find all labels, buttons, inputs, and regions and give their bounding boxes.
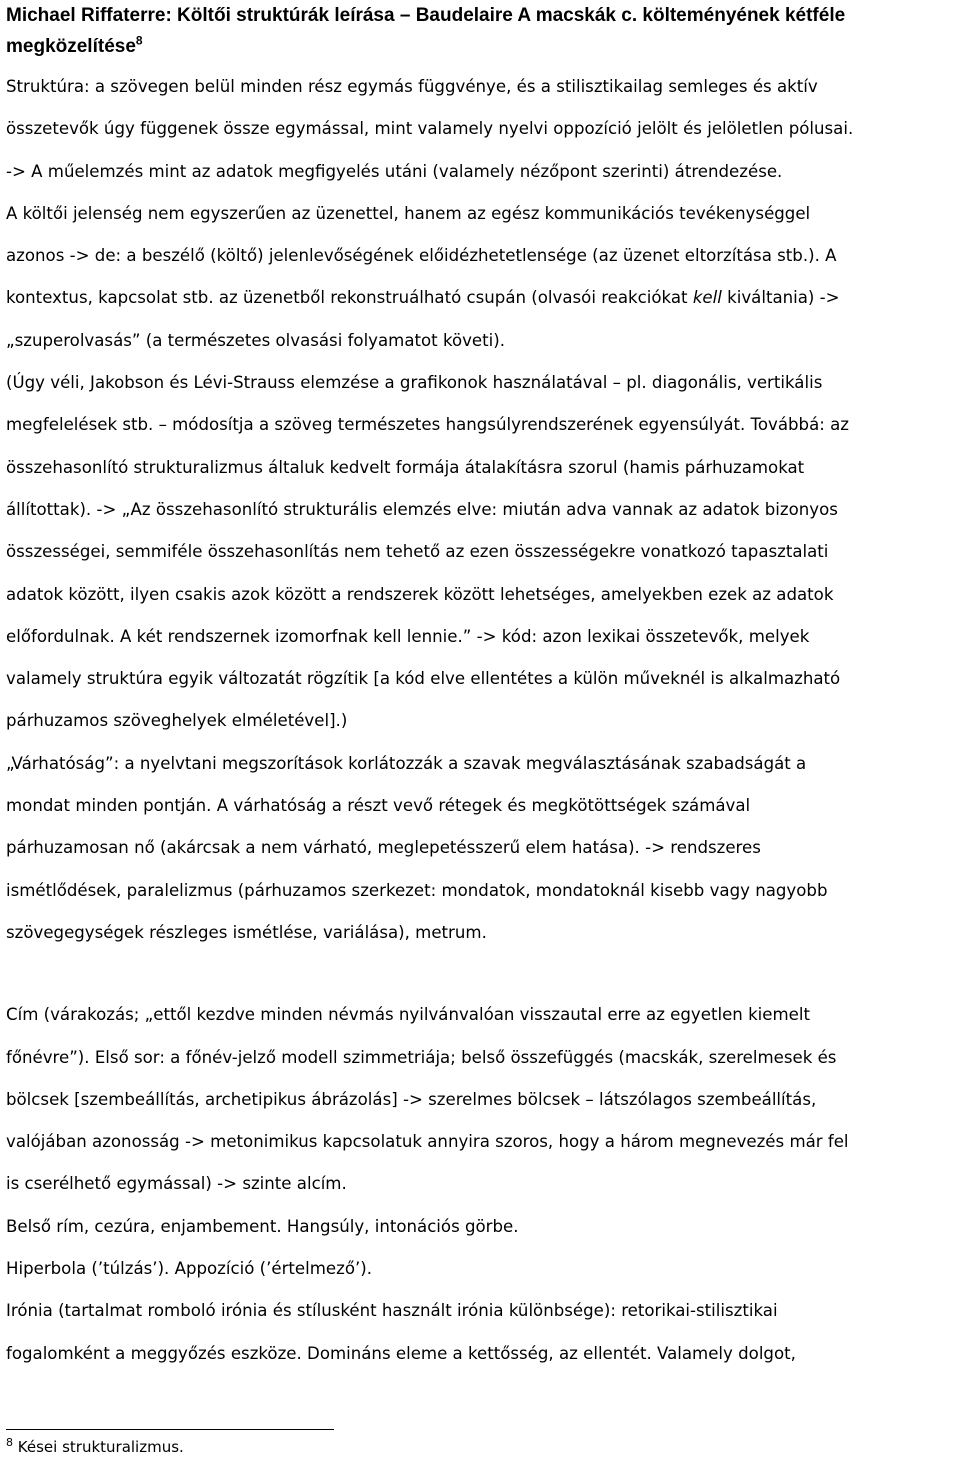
text-line: ismétlődések, paralelizmus (párhuzamos szerkezet: mondatok, mondatoknál kisebb vagy nagyobb bbox=[6, 880, 828, 900]
text-line: azonos -> de: a beszélő (költő) jelenlevőségének előidézhetetlensége (az üzenet eltorzítása stb.). A bbox=[6, 246, 837, 266]
footnote bbox=[6, 1437, 184, 1457]
text-line: összehasonlító strukturalizmus általuk kedvelt formája átalakításra szorul (hamis párhuzamokat bbox=[6, 457, 805, 477]
text-line bbox=[6, 277, 956, 319]
paragraph-irony bbox=[6, 1290, 956, 1375]
title-line-2-text: megközelítése bbox=[6, 36, 136, 57]
text-line: szövegegységek részleges ismétlése, variálása), metrum. bbox=[6, 922, 487, 942]
text-line: valamely struktúra egyik változatát rögzítik [a kód elve ellentétes a külön műveknél is alkalmazható bbox=[6, 669, 841, 689]
text-line: előfordulnak. A két rendszernek izomorfnak kell lennie.” -> kód: azon lexikai összetevők, melyek bbox=[6, 626, 810, 646]
text-segment: kiváltania) -> bbox=[721, 288, 840, 308]
document-title bbox=[6, 0, 956, 62]
text-line: bölcsek [szembeállítás, archetipikus ábrázolás] -> szerelmes bölcsek – látszólagos szembeállítás, bbox=[6, 1089, 817, 1109]
text-line: Struktúra: a szövegen belül minden rész egymás függvénye, és a stilisztikailag semleges és aktív bbox=[6, 77, 818, 96]
footnote-separator bbox=[6, 1429, 334, 1430]
text-line: összetevők úgy függenek össze egymással, mint valamely nyelvi oppozíció jelölt és jelöletlen pólusai. bbox=[6, 119, 854, 139]
text-line: A költői jelenség nem egyszerűen az üzenettel, hanem az egész kommunikációs tevékenységgel bbox=[6, 203, 811, 223]
footnote-number: 8 bbox=[6, 1436, 13, 1449]
text-line: párhuzamos szöveghelyek elméletével].) bbox=[6, 711, 348, 731]
text-line: megfelelések stb. – módosítja a szöveg természetes hangsúlyrendszerének egyensúlyát. Továbbá: az bbox=[6, 415, 849, 435]
paragraph-jakobson bbox=[6, 362, 956, 743]
footnote-reference[interactable]: 8 bbox=[135, 33, 143, 48]
text-line: Irónia (tartalmat romboló irónia és stílusként használt irónia különbsége): retorikai-stilisztikai bbox=[6, 1301, 778, 1321]
text-line: is cserélhető egymással) -> szinte alcím. bbox=[6, 1174, 347, 1194]
paragraph-poetic-phenomenon bbox=[6, 193, 956, 362]
text-line: „Várhatóság”: a nyelvtani megszorítások korlátozzák a szavak megválasztásának szabadságát a bbox=[6, 753, 807, 773]
text-line: fogalomként a meggyőzés eszköze. Domináns eleme a kettősség, az ellentét. Valamely dolgot, bbox=[6, 1343, 796, 1363]
text-line: -> A műelemzés mint az adatok megfigyelés utáni (valamely nézőpont szerinti) átrendezése. bbox=[6, 161, 783, 181]
paragraph-hyperbole: Hiperbola (’túlzás’). Appozíció (’értelmező’). bbox=[6, 1259, 373, 1279]
text-line: adatok között, ilyen csakis azok között a rendszerek között lehetséges, amelyekben ezek az adatok bbox=[6, 584, 834, 604]
text-line: összességei, semmiféle összehasonlítás nem tehető az ezen összességekre vonatkozó tapasztalati bbox=[6, 542, 829, 562]
title-line-1: Michael Riffaterre: Költői struktúrák leírása – Baudelaire A macskák c. költeményének kétféle bbox=[6, 5, 846, 26]
paragraph-rhyme: Belső rím, cezúra, enjambement. Hangsúly, intonációs görbe. bbox=[6, 1216, 519, 1236]
text-line: „szuperolvasás” (a természetes olvasási folyamatot követi). bbox=[6, 330, 506, 350]
text-line: Cím (várakozás; „ettől kezdve minden névmás nyilvánvalóan visszautal erre az egyetlen kiemelt bbox=[6, 1005, 810, 1025]
text-line: állítottak). -> „Az összehasonlító strukturális elemzés elve: miután adva vannak az adatok bizonyos bbox=[6, 499, 838, 519]
text-line: párhuzamosan nő (akárcsak a nem várható, meglepetésszerű elem hatása). -> rendszeres bbox=[6, 838, 761, 858]
title-line-2 bbox=[6, 31, 956, 62]
paragraph-predictability bbox=[6, 743, 956, 954]
document-page bbox=[6, 0, 956, 1375]
italic-word: kell bbox=[692, 288, 722, 308]
text-segment: kontextus, kapcsolat stb. az üzenetből rekonstruálható csupán (olvasói reakciókat bbox=[6, 288, 693, 308]
paragraph-structure bbox=[6, 66, 956, 193]
text-line: mondat minden pontján. A várhatóság a részt vevő rétegek és megkötöttségek számával bbox=[6, 796, 751, 816]
text-line: főnévre”). Első sor: a főnév-jelző modell szimmetriája; belső összefüggés (macskák, szerelmesek és bbox=[6, 1047, 837, 1067]
text-line: valójában azonosság -> metonimikus kapcsolatuk annyira szoros, hogy a három megnevezés már fel bbox=[6, 1132, 849, 1152]
text-line: (Úgy véli, Jakobson és Lévi-Strauss elemzése a grafikonok használatával – pl. diagonális, vertikális bbox=[6, 373, 823, 393]
footnote-text: Kései strukturalizmus. bbox=[17, 1438, 184, 1456]
paragraph-title-analysis bbox=[6, 994, 956, 1205]
